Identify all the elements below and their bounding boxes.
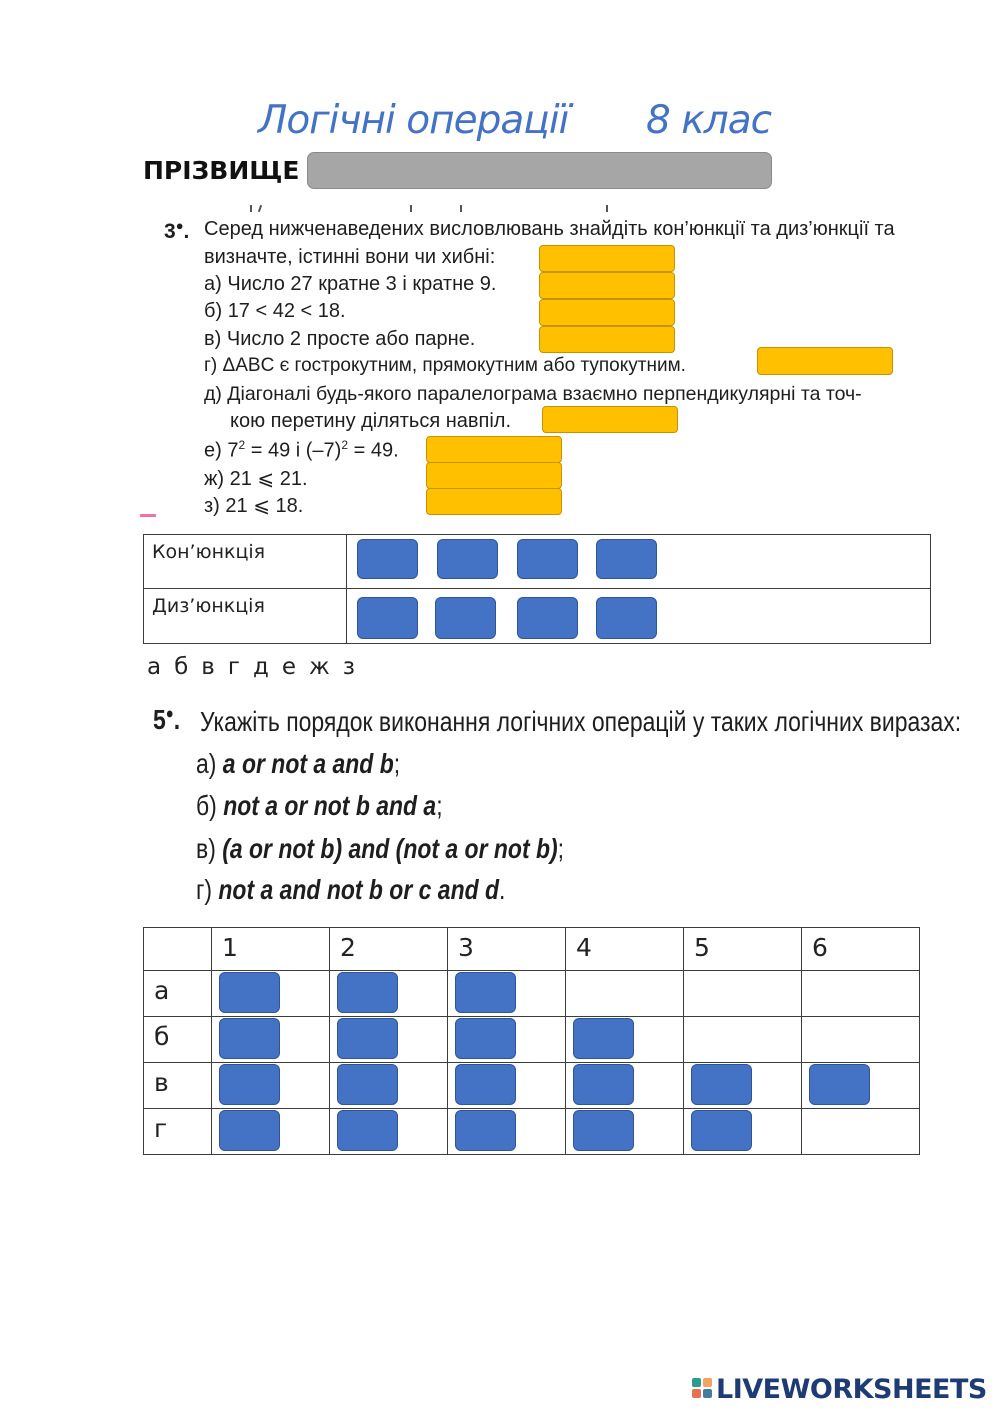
order-cell bbox=[212, 1109, 330, 1155]
answer-slot-blue[interactable] bbox=[357, 539, 418, 579]
answer-slot-blue[interactable] bbox=[219, 972, 280, 1013]
task5-item-a: а) a or not a and b; bbox=[196, 748, 401, 779]
order-cell bbox=[684, 1063, 802, 1109]
answer-slot-blue[interactable] bbox=[809, 1064, 870, 1105]
order-cell bbox=[330, 971, 448, 1017]
order-cell bbox=[330, 1017, 448, 1063]
answer-slot-yellow[interactable] bbox=[539, 245, 675, 272]
answer-slot-blue[interactable] bbox=[437, 539, 498, 579]
answer-letters bbox=[147, 654, 368, 680]
answer-slot-blue[interactable] bbox=[517, 539, 578, 579]
answer-slot-yellow[interactable] bbox=[426, 462, 562, 489]
row-label: а bbox=[144, 971, 212, 1017]
task3-item-g bbox=[204, 355, 686, 377]
answer-slot-blue[interactable] bbox=[455, 972, 516, 1013]
order-cell bbox=[566, 971, 684, 1017]
title-grade: 8 клас bbox=[646, 98, 772, 143]
order-cell bbox=[212, 1063, 330, 1109]
answer-slot-blue[interactable] bbox=[573, 1018, 634, 1059]
answer-slot-yellow[interactable] bbox=[426, 488, 562, 515]
order-cell bbox=[684, 1017, 802, 1063]
column-header: 1 bbox=[212, 928, 330, 971]
scan-artifact bbox=[140, 514, 156, 517]
answer-slot-blue[interactable] bbox=[219, 1064, 280, 1105]
answer-slot-blue[interactable] bbox=[573, 1064, 634, 1105]
order-cell bbox=[448, 1017, 566, 1063]
answer-slot-blue[interactable] bbox=[573, 1110, 634, 1151]
column-header: 6 bbox=[802, 928, 920, 971]
answer-slot-blue[interactable] bbox=[337, 972, 398, 1013]
task3-item-zh bbox=[204, 466, 308, 491]
page-title bbox=[0, 98, 1000, 158]
answer-slot-blue[interactable] bbox=[691, 1110, 752, 1151]
item-text: Число 2 просте або парне. bbox=[226, 328, 476, 350]
item-marker: а) bbox=[204, 273, 222, 295]
answer-slot-blue[interactable] bbox=[455, 1110, 516, 1151]
order-cell bbox=[684, 971, 802, 1017]
answer-slot-blue[interactable] bbox=[219, 1110, 280, 1151]
item-text: ΔABC є гострокутним, прямокутним або тупокутним. bbox=[222, 355, 686, 376]
task3-number: 3●. bbox=[164, 218, 190, 243]
brand-text: LIVEWORKSHEETS bbox=[716, 1374, 987, 1405]
column-header: 4 bbox=[566, 928, 684, 971]
task3-intro-line1: Серед нижченаведених висловлювань знайдіть кон’юнкції та диз’юнкції та bbox=[204, 218, 895, 240]
task5-item-g: г) not a and not b or c and d. bbox=[196, 874, 506, 905]
row-label: г bbox=[144, 1109, 212, 1155]
order-cell bbox=[684, 1109, 802, 1155]
item-marker: д) bbox=[204, 383, 222, 405]
answer-slot-blue[interactable] bbox=[357, 597, 418, 639]
letter-option: б bbox=[174, 654, 189, 680]
letter-option: е bbox=[281, 654, 297, 680]
task3-item-d-cont: кою перетину діляться навпіл. bbox=[230, 410, 511, 432]
order-cell bbox=[330, 1109, 448, 1155]
answer-slot-blue[interactable] bbox=[337, 1018, 398, 1059]
letter-option: г bbox=[227, 654, 240, 680]
answer-slot-blue[interactable] bbox=[596, 597, 657, 639]
order-cell bbox=[802, 971, 920, 1017]
answer-slot-blue[interactable] bbox=[435, 597, 496, 639]
liveworksheets-icon bbox=[692, 1378, 714, 1400]
surname-label: ПРІЗВИЩЕ bbox=[143, 156, 300, 185]
task5-intro: Укажіть порядок виконання логічних операцій у таких логічних виразах: bbox=[200, 706, 962, 737]
task3-item-e: е) $7^2 = 49$ і $(-7)^2 = 49$. bbox=[204, 438, 399, 462]
column-header: 3 bbox=[448, 928, 566, 971]
item-text: Число 27 кратне 3 і кратне 9. bbox=[227, 273, 497, 295]
letter-option: в bbox=[201, 654, 215, 680]
column-header: 2 bbox=[330, 928, 448, 971]
answer-slot-yellow[interactable] bbox=[539, 272, 675, 299]
classification-table bbox=[143, 534, 931, 644]
order-cell bbox=[448, 1109, 566, 1155]
item-text: Діагоналі будь-якого паралелограма взаємно перпендикулярні та точ- bbox=[227, 383, 862, 405]
answer-slot-yellow[interactable] bbox=[757, 347, 893, 375]
row-label-cell bbox=[144, 535, 347, 589]
letter-option: ж bbox=[309, 654, 330, 680]
column-header: 5 bbox=[684, 928, 802, 971]
row-label: б bbox=[144, 1017, 212, 1063]
row-label: в bbox=[144, 1063, 212, 1109]
answer-slot-blue[interactable] bbox=[455, 1064, 516, 1105]
answer-cell bbox=[347, 535, 931, 589]
item-marker: в) bbox=[204, 328, 222, 350]
answer-slot-yellow[interactable] bbox=[426, 436, 562, 463]
task5-item-b: б) not a or not b and a; bbox=[196, 790, 443, 821]
order-cell bbox=[802, 1017, 920, 1063]
task3-item-z bbox=[204, 493, 303, 518]
answer-slot-yellow[interactable] bbox=[539, 326, 675, 353]
answer-slot-blue[interactable] bbox=[691, 1064, 752, 1105]
answer-slot-blue[interactable] bbox=[596, 539, 657, 579]
cropped-text-remnant bbox=[210, 203, 610, 213]
title-topic: Логічні операції bbox=[258, 98, 569, 143]
order-table bbox=[143, 927, 920, 1155]
letter-option: д bbox=[252, 654, 269, 680]
order-cell bbox=[802, 1109, 920, 1155]
item-marker: г) bbox=[204, 355, 218, 376]
answer-slot-blue[interactable] bbox=[337, 1064, 398, 1105]
row-label-cell bbox=[144, 589, 347, 644]
task3-item-d bbox=[204, 383, 862, 406]
task3-intro-line2: визначте, істинні вони чи хибні: bbox=[204, 246, 496, 268]
item-text: 21 ⩽ 21. bbox=[229, 468, 308, 490]
answer-slot-yellow[interactable] bbox=[539, 299, 675, 326]
answer-slot-blue[interactable] bbox=[337, 1110, 398, 1151]
item-marker: е) bbox=[204, 439, 222, 462]
disjunction-label: Диз’юнкція bbox=[152, 595, 265, 617]
corner-cell bbox=[144, 928, 212, 971]
conjunction-label: Кон’юнкція bbox=[152, 541, 266, 563]
task3-item-a bbox=[204, 273, 496, 296]
task5-item-v: в) (a or not b) and (not a or not b); bbox=[196, 833, 565, 864]
answer-cell bbox=[347, 589, 931, 644]
letter-option: а bbox=[147, 654, 162, 680]
order-cell bbox=[566, 1017, 684, 1063]
letter-option: з bbox=[342, 654, 355, 680]
order-cell bbox=[330, 1063, 448, 1109]
surname-input[interactable] bbox=[307, 152, 772, 189]
answer-slot-blue[interactable] bbox=[455, 1018, 516, 1059]
task5-number: 5●. bbox=[153, 704, 181, 735]
order-cell bbox=[448, 971, 566, 1017]
item-text: 17 < 42 < 18. bbox=[227, 300, 346, 322]
order-cell bbox=[448, 1063, 566, 1109]
item-marker: ж) bbox=[204, 468, 225, 490]
order-cell bbox=[212, 971, 330, 1017]
order-cell bbox=[566, 1063, 684, 1109]
item-marker: б) bbox=[204, 300, 223, 322]
order-cell bbox=[566, 1109, 684, 1155]
task3-item-v bbox=[204, 328, 475, 351]
answer-slot-blue[interactable] bbox=[219, 1018, 280, 1059]
answer-slot-blue[interactable] bbox=[517, 597, 578, 639]
answer-slot-yellow[interactable] bbox=[542, 406, 678, 433]
order-cell bbox=[802, 1063, 920, 1109]
item-marker: з) bbox=[204, 495, 220, 517]
order-cell bbox=[212, 1017, 330, 1063]
item-text: 21 ⩽ 18. bbox=[225, 495, 304, 517]
task3-item-b bbox=[204, 300, 346, 323]
liveworksheets-logo bbox=[692, 1374, 987, 1405]
